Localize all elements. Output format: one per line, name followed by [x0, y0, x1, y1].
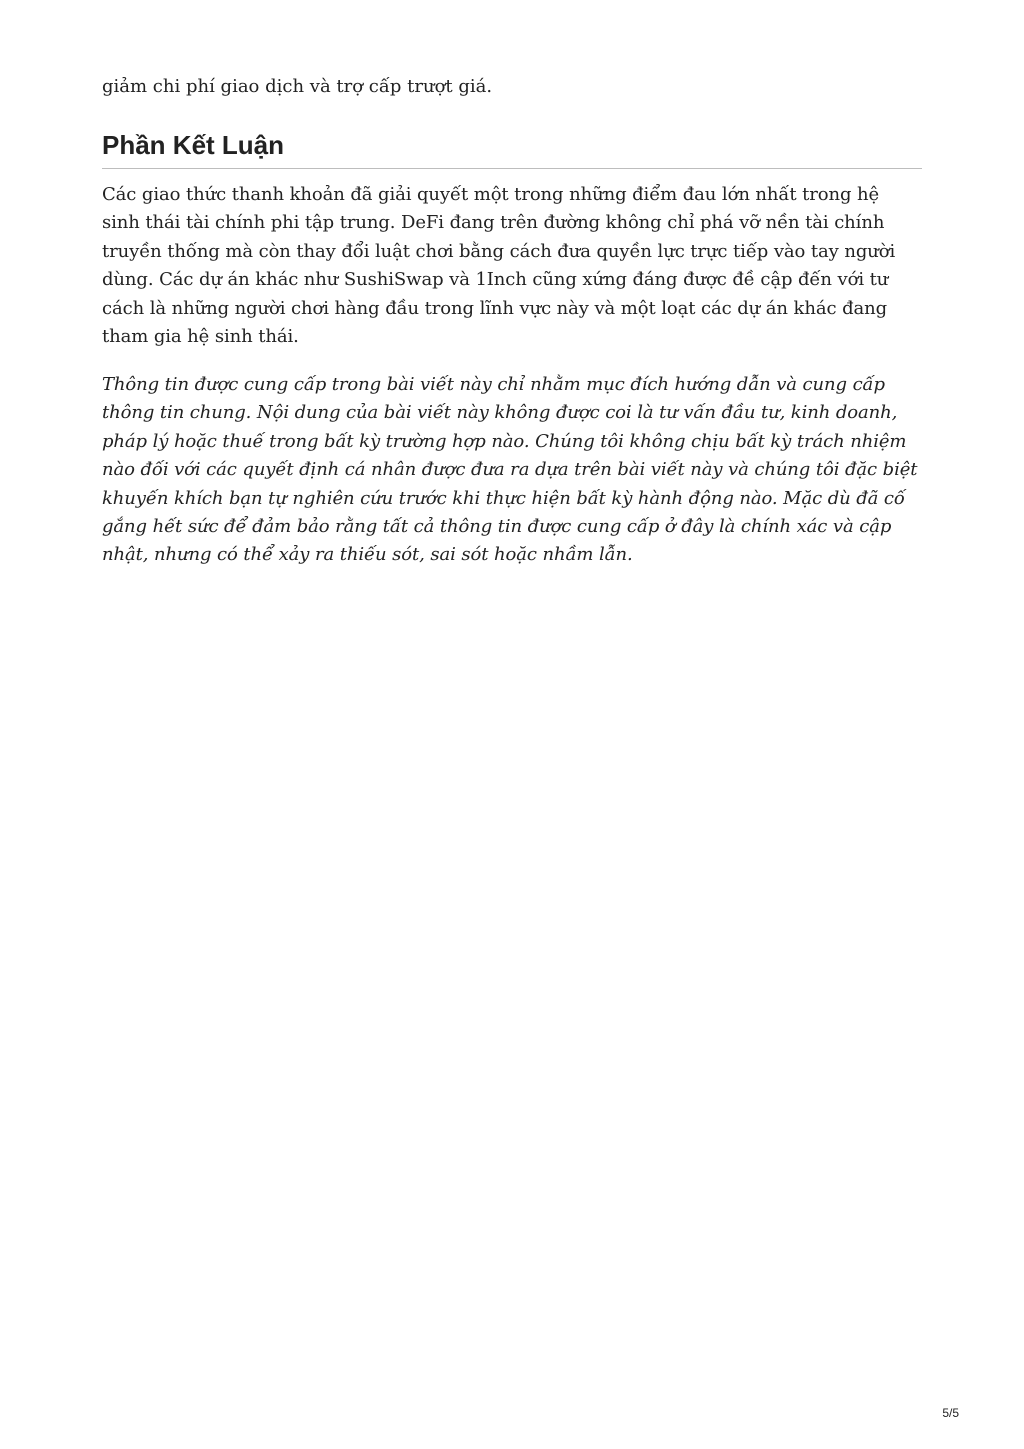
conclusion-paragraph: Các giao thức thanh khoản đã giải quyết một trong những điểm đau lớn nhất trong hệ sinh thái tài chính phi tập trung. DeFi đang trên đường không chỉ phá vỡ nền tài chính truyền thống mà còn thay đổi luật chơi bằng cách đưa quyền lực trực tiếp vào tay người dùng. Các dự án khác như SushiSwap và 1Inch cũng xứng đáng được đề cập đến với tư cách là những người chơi hàng đầu trong lĩnh vực này và một loạt các dự án khác đang tham gia hệ sinh thái.	[102, 184, 896, 348]
page-number: 5/5	[942, 1406, 959, 1420]
disclaimer-paragraph: Thông tin được cung cấp trong bài viết này chỉ nhằm mục đích hướng dẫn và cung cấp thông tin chung. Nội dung của bài viết này không được coi là tư vấn đầu tư, kinh doanh, pháp lý hoặc thuế trong bất kỳ trường hợp nào. Chúng tôi không chịu bất kỳ trách nhiệm nào đối với các quyết định cá nhân được đưa ra dựa trên bài viết này và chúng tôi đặc biệt khuyến khích bạn tự nghiên cứu trước khi thực hiện bất kỳ hành động nào. Mặc dù đã cố gắng hết sức để đảm bảo rằng tất cả thông tin được cung cấp ở đây là chính xác và cập nhật, nhưng có thể xảy ra thiếu sót, sai sót hoặc nhầm lẫn.	[102, 374, 918, 566]
section-heading: Phần Kết Luận	[102, 128, 922, 169]
intro-line: giảm chi phí giao dịch và trợ cấp trượt giá.	[102, 76, 493, 97]
